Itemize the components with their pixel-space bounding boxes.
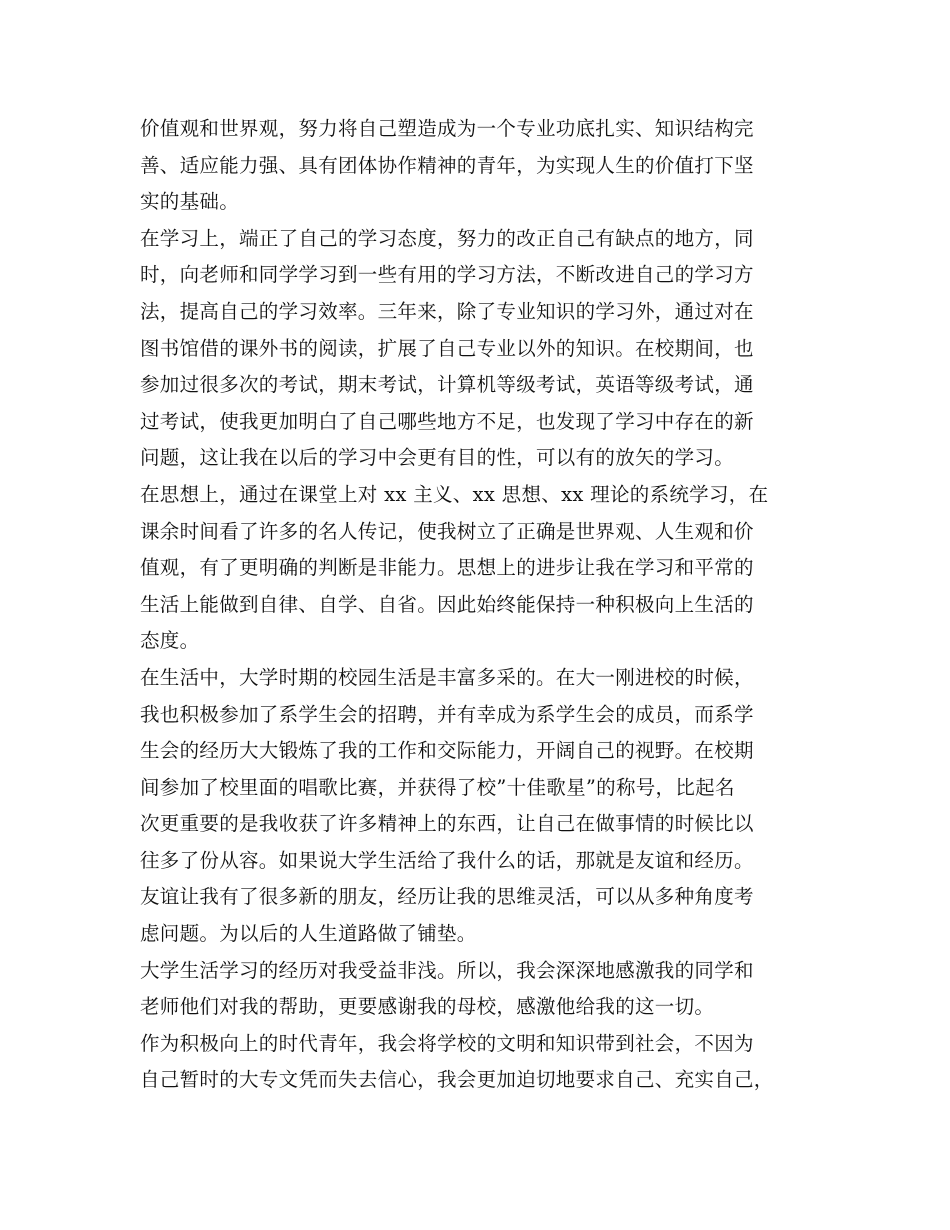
text-line: 在思想上，通过在课堂上对 xx 主义、xx 思想、xx 理论的系统学习，在 [140,482,769,506]
text-line: 实的基础。 [140,190,240,214]
text-line: 时，向老师和同学学习到一些有用的学习方法，不断改进自己的学习方 [140,263,754,287]
text-line: 在生活中，大学时期的校园生活是丰富多采的。在大一刚进校的时候， [140,665,754,689]
text-line: 课余时间看了许多的名人传记，使我树立了正确是世界观、人生观和价 [140,519,754,543]
text-line: 往多了份从容。如果说大学生活给了我什么的话，那就是友谊和经历。 [140,848,754,872]
text-line: 虑问题。为以后的人生道路做了铺垫。 [140,922,477,946]
text-line: 间参加了校里面的唱歌比赛，并获得了校”十佳歌星”的称号，比起名 [140,775,735,799]
text-line: 价值观和世界观，努力将自己塑造成为一个专业功底扎实、知识结构完 [140,117,754,140]
text-line: 态度。 [140,629,200,653]
text-line: 值观，有了更明确的判断是非能力。思想上的进步让我在学习和平常的 [140,556,754,580]
text-line: 大学生活学习的经历对我受益非浅。所以，我会深深地感激我的同学和 [140,958,754,982]
text-line: 我也积极参加了系学生会的招聘，并有幸成为系学生会的成员，而系学 [140,702,754,726]
text-line: 法，提高自己的学习效率。三年来，除了专业知识的学习外，通过对在 [140,299,754,323]
text-line: 图书馆借的课外书的阅读，扩展了自己专业以外的知识。在校期间，也 [140,336,754,360]
text-line: 生活上能做到自律、自学、自省。因此始终能保持一种积极向上生活的 [140,592,754,616]
text-line: 问题，这让我在以后的学习中会更有目的性，可以有的放矢的学习。 [140,446,735,470]
text-line: 次更重要的是我收获了许多精神上的东西，让自己在做事情的时候比以 [140,812,754,836]
text-line: 自己暂时的大专文凭而失去信心，我会更加迫切地要求自己、充实自己， [140,1068,774,1092]
text-line: 友谊让我有了很多新的朋友，经历让我的思维灵活，可以从多种角度考 [140,885,754,909]
text-line: 生会的经历大大锻炼了我的工作和交际能力，开阔自己的视野。在校期 [140,739,754,763]
text-line: 参加过很多次的考试，期末考试，计算机等级考试，英语等级考试，通 [140,373,754,397]
text-line: 善、适应能力强、具有团体协作精神的青年，为实现人生的价值打下坚 [140,153,754,177]
text-line: 作为积极向上的时代青年，我会将学校的文明和知识带到社会，不因为 [140,1031,754,1055]
text-line: 过考试，使我更加明白了自己哪些地方不足，也发现了学习中存在的新 [140,409,754,433]
text-line: 老师他们对我的帮助，更要感谢我的母校，感激他给我的这一切。 [140,995,715,1019]
body-text [140,111,820,1099]
text-line: 在学习上，端正了自己的学习态度，努力的改正自己有缺点的地方，同 [140,226,754,250]
